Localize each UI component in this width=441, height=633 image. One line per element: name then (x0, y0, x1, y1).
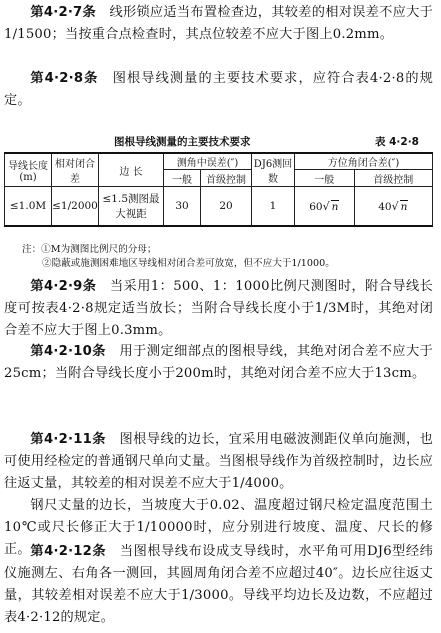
article-label: 第4·2·9条 (30, 279, 97, 294)
cell-relative: ≤1/2000 (52, 187, 99, 227)
table-caption (4, 134, 433, 150)
header-relative: 相对闭合差 (52, 153, 99, 187)
radicand: n (400, 200, 408, 213)
article-4-2-12 (4, 541, 433, 629)
table-number: 表 4·2·8 (374, 136, 419, 148)
header-ranging-general: 一般 (164, 170, 201, 187)
cell-ranging-first: 20 (201, 187, 252, 227)
article-text: 当图根导线布设成支导线时，水平角可用DJ6型经纬仪施测左、右角各一测回，其圆周角闭合差不应超过40″。边长应往返丈量，其较差相对误差不应大于1/3000。导线平均边长及边数，不应超过表4·2·12的规定。 (4, 544, 433, 625)
article-paragraph-2: 钢尺丈量的边长，当坡度大于0.02、温度超过钢尺检定温度范围土10℃或尺长修正大于1/10000时，应分别进行坡度、温度、尺长的修正。 (4, 498, 433, 557)
article-label: 第4·2·7条 (30, 5, 96, 20)
article-text: 图根导线测量的主要技术要求，应符合表4·2·8的规定。 (4, 71, 434, 108)
header-azimuth-general: 一般 (295, 170, 355, 187)
note-2: ②隐蔽或施测困难地区导线相对闭合差可放宽，但不应大于1/1000。 (42, 258, 335, 269)
spec-table (4, 152, 433, 227)
note-1: 注：①M为测图比例尺的分母； (22, 244, 157, 255)
header-azimuth-first: 首级控制 (354, 170, 432, 187)
article-paragraph (4, 429, 433, 495)
radicand: n (331, 200, 339, 213)
article-text: 图根导线的边长，宜采用电磁波测距仪单向施测，也可使用经检定的普通钢尺单向丈量。当图根导线作为首级控制时，边长应往返丈量，其较差的相对误差不应大于1/4000。 (4, 432, 434, 491)
article-label: 第4·2·8条 (30, 71, 99, 86)
sqrt-symbol: √ (322, 199, 330, 213)
article-label: 第4·2·11条 (30, 432, 106, 447)
header-ranging: 测角中误差(″) (164, 153, 252, 170)
cell-length: ≤1.0M (5, 187, 52, 227)
header-azimuth: 方位角闭合差(″) (295, 153, 433, 170)
coefficient: 60 (309, 200, 323, 213)
article-4-2-9 (4, 276, 433, 342)
article-label: 第4·2·12条 (30, 544, 107, 559)
header-dj6: DJ6测回数 (252, 153, 295, 187)
table-notes (22, 243, 335, 271)
header-length: 导线长度(m) (5, 153, 52, 187)
cell-side: ≤1.5测图最大视距 (99, 187, 164, 227)
table-row (5, 187, 433, 227)
article-4-2-10 (4, 341, 433, 385)
article-text: 当采用1：500、1：1000比例尺测图时，附合导线长度可按表4·2·8规定适当放长；当附合导线长度小于1/3M时，其绝对闭合差不应大于图上0.3mm。 (4, 279, 434, 338)
article-text: 线形锁应适当布置检查边，其较差的相对误差不应大于1/1500；当按重合点检查时，其点位较差不应大于图上0.2mm。 (4, 5, 433, 42)
table-header-row (5, 153, 433, 170)
article-4-2-8 (4, 68, 433, 112)
coefficient: 40 (378, 200, 392, 213)
header-side: 边 长 (99, 153, 164, 187)
article-4-2-7 (4, 2, 433, 46)
article-label: 第4·2·10条 (30, 344, 106, 359)
table-title: 图根导线测量的主要技术要求 (114, 136, 251, 148)
cell-dj6: 1 (252, 187, 295, 227)
header-ranging-first: 首级控制 (201, 170, 252, 187)
article-text: 用于测定细部点的图根导线，其绝对闭合差不应大于25cm；当附合导线长度小于200m时，其绝对闭合差不应大于13cm。 (4, 344, 434, 381)
sqrt-symbol: √ (391, 199, 399, 213)
cell-azimuth-general (295, 187, 355, 227)
cell-azimuth-first (354, 187, 432, 227)
cell-ranging-general: 30 (164, 187, 201, 227)
